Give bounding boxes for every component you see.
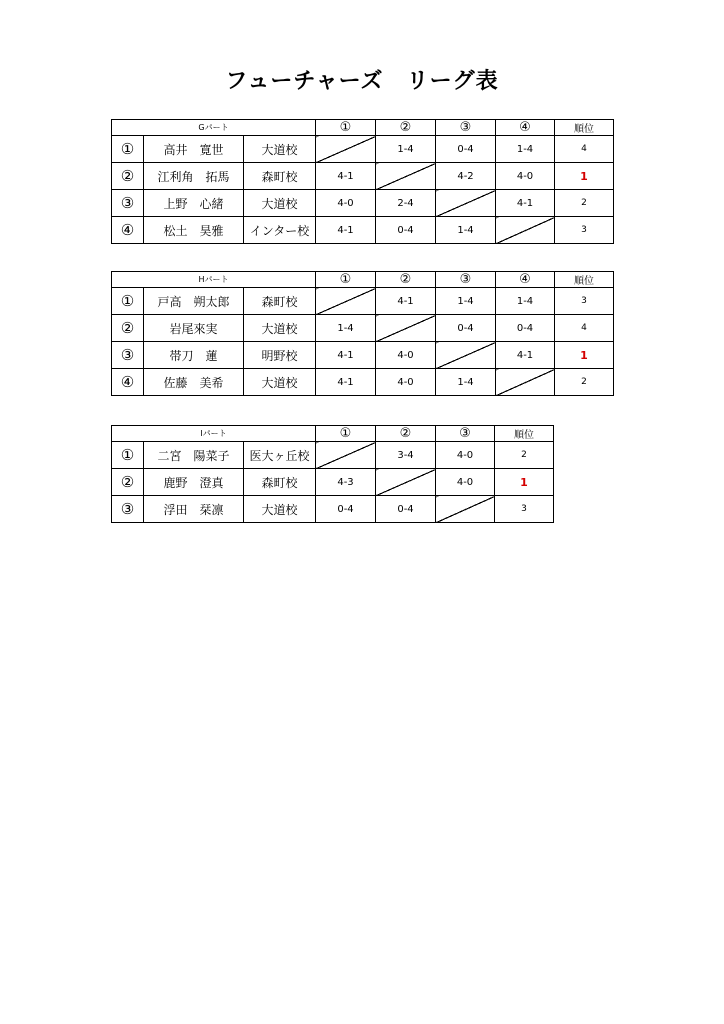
player-number: ③ [112, 496, 144, 523]
block-label: Gパート [112, 120, 316, 136]
column-header: ② [376, 426, 436, 442]
table-row [112, 315, 614, 342]
rank-cell: 1 [495, 469, 554, 496]
column-header: ② [376, 120, 436, 136]
rank-cell: 4 [555, 315, 614, 342]
player-name: 二宮 陽菜子 [144, 442, 244, 469]
player-number: ② [112, 315, 144, 342]
player-school: 大道校 [244, 136, 316, 163]
column-header: ① [316, 272, 376, 288]
block-label: Hパート [112, 272, 316, 288]
score-cell: 0-4 [436, 136, 496, 163]
diagonal-cell [316, 288, 376, 315]
diagonal-cell [436, 190, 496, 217]
player-name: 鹿野 澄真 [144, 469, 244, 496]
diagonal-cell [316, 136, 376, 163]
page-title: フューチャーズ リーグ表 [225, 69, 499, 94]
rank-header: 順位 [495, 426, 554, 442]
diagonal-cell [496, 369, 555, 396]
player-school: 大道校 [244, 315, 316, 342]
column-header: ④ [496, 120, 555, 136]
rank-cell: 2 [555, 190, 614, 217]
rank-cell: 1 [555, 342, 614, 369]
table-row [112, 369, 614, 396]
rank-cell: 3 [555, 217, 614, 244]
player-name: 江利角 拓馬 [144, 163, 244, 190]
rank-cell: 3 [555, 288, 614, 315]
score-cell: 4-0 [496, 163, 555, 190]
player-school: 大道校 [244, 369, 316, 396]
diagonal-cell [316, 442, 376, 469]
diagonal-cell [376, 469, 436, 496]
rank-header: 順位 [555, 120, 614, 136]
player-number: ③ [112, 190, 144, 217]
score-cell: 4-1 [316, 369, 376, 396]
player-school: 森町校 [244, 163, 316, 190]
player-name: 戸高 朔太郎 [144, 288, 244, 315]
table-row [112, 190, 614, 217]
score-cell: 0-4 [376, 217, 436, 244]
table-row [112, 342, 614, 369]
score-cell: 1-4 [436, 369, 496, 396]
player-school: インター校 [244, 217, 316, 244]
rank-cell: 3 [495, 496, 554, 523]
column-header: ① [316, 120, 376, 136]
table-row [112, 163, 614, 190]
score-cell: 4-0 [436, 469, 495, 496]
player-name: 岩尾來実 [144, 315, 244, 342]
player-name: 佐藤 美希 [144, 369, 244, 396]
player-number: ③ [112, 342, 144, 369]
diagonal-cell [436, 342, 496, 369]
score-cell: 4-1 [316, 217, 376, 244]
column-header: ① [316, 426, 376, 442]
score-cell: 0-4 [376, 496, 436, 523]
player-number: ① [112, 136, 144, 163]
player-school: 森町校 [244, 288, 316, 315]
score-cell: 0-4 [316, 496, 376, 523]
score-cell: 4-0 [436, 442, 495, 469]
player-name: 松土 昊雅 [144, 217, 244, 244]
score-cell: 4-0 [376, 342, 436, 369]
player-name: 帯刀 蓮 [144, 342, 244, 369]
player-school: 森町校 [244, 469, 316, 496]
player-number: ④ [112, 217, 144, 244]
score-cell: 4-3 [316, 469, 376, 496]
rank-cell: 1 [555, 163, 614, 190]
player-school: 明野校 [244, 342, 316, 369]
column-header: ② [376, 272, 436, 288]
column-header: ③ [436, 426, 495, 442]
score-cell: 4-1 [316, 342, 376, 369]
diagonal-cell [436, 496, 495, 523]
table-row [112, 288, 614, 315]
score-cell: 4-0 [376, 369, 436, 396]
player-number: ① [112, 442, 144, 469]
score-cell: 4-2 [436, 163, 496, 190]
table-row [112, 469, 554, 496]
block-label: Iパート [112, 426, 316, 442]
rank-cell: 4 [555, 136, 614, 163]
table-row [112, 136, 614, 163]
player-number: ① [112, 288, 144, 315]
table-row [112, 442, 554, 469]
score-cell: 0-4 [496, 315, 555, 342]
diagonal-cell [376, 163, 436, 190]
player-name: 浮田 栞凛 [144, 496, 244, 523]
column-header: ④ [496, 272, 555, 288]
league-table-i [111, 425, 554, 523]
score-cell: 1-4 [496, 288, 555, 315]
score-cell: 4-1 [496, 190, 555, 217]
league-table-h [111, 271, 614, 396]
score-cell: 1-4 [316, 315, 376, 342]
score-cell: 4-1 [376, 288, 436, 315]
score-cell: 2-4 [376, 190, 436, 217]
player-number: ② [112, 469, 144, 496]
table-row [112, 496, 554, 523]
score-cell: 4-0 [316, 190, 376, 217]
score-cell: 1-4 [376, 136, 436, 163]
player-school: 医大ヶ丘校 [244, 442, 316, 469]
score-cell: 4-1 [316, 163, 376, 190]
player-number: ④ [112, 369, 144, 396]
table-row [112, 217, 614, 244]
score-cell: 1-4 [436, 288, 496, 315]
column-header: ③ [436, 272, 496, 288]
score-cell: 0-4 [436, 315, 496, 342]
player-school: 大道校 [244, 190, 316, 217]
score-cell: 3-4 [376, 442, 436, 469]
rank-cell: 2 [495, 442, 554, 469]
rank-header: 順位 [555, 272, 614, 288]
score-cell: 1-4 [496, 136, 555, 163]
player-name: 上野 心緒 [144, 190, 244, 217]
player-school: 大道校 [244, 496, 316, 523]
column-header: ③ [436, 120, 496, 136]
diagonal-cell [376, 315, 436, 342]
diagonal-cell [496, 217, 555, 244]
rank-cell: 2 [555, 369, 614, 396]
league-table-g [111, 119, 614, 244]
score-cell: 4-1 [496, 342, 555, 369]
player-name: 高井 寛世 [144, 136, 244, 163]
player-number: ② [112, 163, 144, 190]
score-cell: 1-4 [436, 217, 496, 244]
